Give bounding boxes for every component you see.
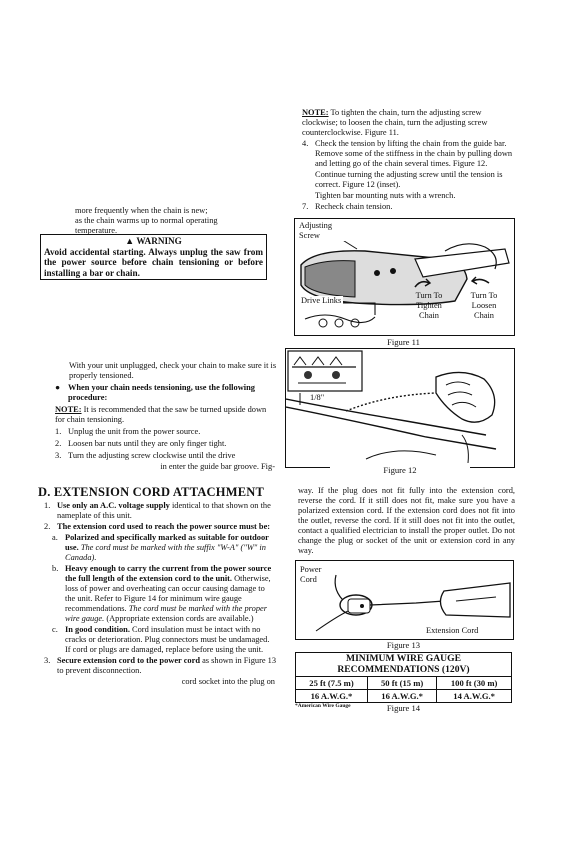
item-bold: The extension cord used to reach the power source must be: <box>57 522 271 531</box>
figure-12-caption: Figure 12 <box>330 465 470 475</box>
warning-title: WARNING <box>136 236 182 246</box>
d-subitem <box>52 625 277 655</box>
step-text: Loosen bar nuts until they are only finger tight. <box>68 439 227 448</box>
intro-text: With your unit unplugged, check your chain to make sure it is properly tensioned. <box>69 361 277 380</box>
bullet-item <box>55 383 277 403</box>
item-bold: Secure extension cord to the power cord <box>57 656 200 665</box>
wire-gauge-table <box>295 652 512 703</box>
note-label: NOTE: <box>55 405 82 414</box>
step-text: Recheck chain tension. <box>315 202 393 211</box>
step4-continued: Continue turning the adjusting screw until the tension is correct. Figure 12 (inset). <box>315 170 503 189</box>
gauge-cell: 16 A.W.G.* <box>296 690 368 703</box>
item-number: 2. <box>44 522 51 531</box>
table-footnote: *American Wire Gauge <box>295 703 351 709</box>
step-text: Turn the adjusting screw clockwise until the drive <box>68 451 236 460</box>
step-number: 1. <box>55 427 62 436</box>
item-number: 1. <box>44 501 51 510</box>
section-d-heading: D. EXTENSION CORD ATTACHMENT <box>38 485 264 499</box>
subitem-italic: The cord must be marked with the proper wire gauge. <box>65 604 267 623</box>
step3-tail: in enter the guide bar groove. Fig- <box>160 462 275 471</box>
table-title: MINIMUM WIRE GAUGE RECOMMENDATIONS (120V) <box>296 653 512 677</box>
subitem-italic: The cord must be marked with the suffix "W-A" ("W" in Canada). <box>65 543 266 562</box>
warning-box <box>40 234 267 280</box>
label-tighten: Turn To Tighten Chain <box>415 291 443 320</box>
figure-11-caption: Figure 11 <box>387 337 420 347</box>
right-mid-text: way. If the plug does not fit fully into the extension cord, reverse the cord. If it still does not fit, make sure you have a polarized extension cord. If the extension cord does not fit into the outlet, reverse the cord. If it still does not fit into the outlet, contact a qualified electrician to install the proper outlet. Do not change the plug or socket of the unit or extension cord in any way. <box>298 486 515 555</box>
gauge-cell: 16 A.W.G.* <box>367 690 436 703</box>
subitem-bold: Heavy enough to carry the current from the power source the full length of the extension cord to the unit. <box>65 564 272 583</box>
step-item <box>302 139 515 169</box>
step-item <box>55 451 277 461</box>
d-item <box>44 522 277 532</box>
gauge-cell: 14 A.W.G.* <box>437 690 512 703</box>
table-row <box>296 677 512 690</box>
fragment-line: as the chain warms up to normal operating <box>75 216 218 225</box>
item-bold: Use only an A.C. voltage supply <box>57 501 170 510</box>
warning-text: Avoid accidental starting. Always unplug the saw from the power source before chain tensioning or before installing a bar or chain. <box>44 246 263 278</box>
section-d-body <box>44 501 277 687</box>
d-item <box>44 501 277 521</box>
d-item <box>44 656 277 676</box>
fragment-text <box>75 206 275 236</box>
label-loosen: Turn To Loosen Chain <box>470 291 498 320</box>
step-number: 7. <box>302 202 309 211</box>
step-number: 3. <box>55 451 62 460</box>
item-text: as shown in Figure 13 to prevent disconnection. <box>57 656 277 675</box>
subitem-label: a. <box>52 533 58 542</box>
warning-title-row <box>44 236 263 247</box>
table-row <box>296 690 512 703</box>
figure-14-caption: Figure 14 <box>386 703 421 713</box>
subitem-bold: Polarized and specifically marked as suitable for outdoor use. <box>65 533 269 552</box>
table-footer <box>295 703 512 714</box>
step-item <box>302 202 515 212</box>
subitem-label: c. <box>52 625 58 634</box>
figure-11 <box>294 218 515 336</box>
note-paragraph <box>55 405 277 425</box>
figure-14 <box>295 652 512 714</box>
length-cell: 100 ft (30 m) <box>437 677 512 690</box>
figure-12 <box>285 348 515 468</box>
subitem-tail: (Appropriate extension cords are available.) <box>104 614 254 623</box>
fragment-line: temperature. <box>75 226 118 235</box>
note-text: To tighten the chain, turn the adjusting screw clockwise; to loosen the chain, turn the adjusting screw counterclockwise. Figure 11. <box>302 108 488 137</box>
label-extension-cord: Extension Cord <box>426 626 479 635</box>
step-text: Unplug the unit from the power source. <box>68 427 201 436</box>
step-number: 2. <box>55 439 62 448</box>
item3-tail: cord socket into the plug on <box>181 677 275 686</box>
step-item <box>55 427 277 437</box>
figure-13-caption: Figure 13 <box>386 640 421 650</box>
bullet-text: When your chain needs tensioning, use the following procedure: <box>68 383 255 402</box>
note-paragraph <box>302 108 515 138</box>
length-cell: 50 ft (15 m) <box>367 677 436 690</box>
right-top-text <box>302 108 515 213</box>
label-inset-gap: 1/8" <box>310 393 325 402</box>
subitem-text: Cord insulation must be intact with no cracks or deterioration. Plug connectors must be undamaged. If cord or plugs are damaged, replace before using the unit. <box>65 625 270 654</box>
note-text: It is recommended that the saw be turned upside down for chain tensioning. <box>55 405 267 424</box>
fragment-line: more frequently when the chain is new; <box>75 206 208 215</box>
step4-continued-2: Tighten bar mounting nuts with a wrench. <box>315 191 456 200</box>
item-number: 3. <box>44 656 51 665</box>
length-cell: 25 ft (7.5 m) <box>296 677 368 690</box>
figure-13 <box>295 560 514 640</box>
step-number: 4. <box>302 139 309 148</box>
warning-triangle-icon: ▲ <box>125 236 135 246</box>
subitem-label: b. <box>52 564 59 573</box>
subitem-bold: In good condition. <box>65 625 130 634</box>
bullet-dot-icon: ● <box>55 383 61 392</box>
label-power-cord: Power Cord <box>300 565 322 584</box>
item-text: identical to that shown on the nameplate of this unit. <box>57 501 271 520</box>
d-subitem <box>52 564 277 624</box>
label-adjusting-screw: Adjusting Screw <box>299 221 349 241</box>
step-item <box>55 439 277 449</box>
subitem-text: Otherwise, loss of power and overheating can occur causing damage to the unit. Refer to Figure 14 for minimum wire gauge recommendations. <box>65 574 271 613</box>
d-subitem <box>52 533 277 563</box>
chain-tension-illustration <box>286 349 514 467</box>
note-label: NOTE: <box>302 108 329 117</box>
step-text: Check the tension by lifting the chain from the guide bar. Remove some of the stiffness in the chain by pulling down and letting go of the chain several times. Figure 12. <box>315 139 513 168</box>
tension-procedure <box>55 361 277 472</box>
label-drive-links: Drive Links <box>301 296 342 305</box>
